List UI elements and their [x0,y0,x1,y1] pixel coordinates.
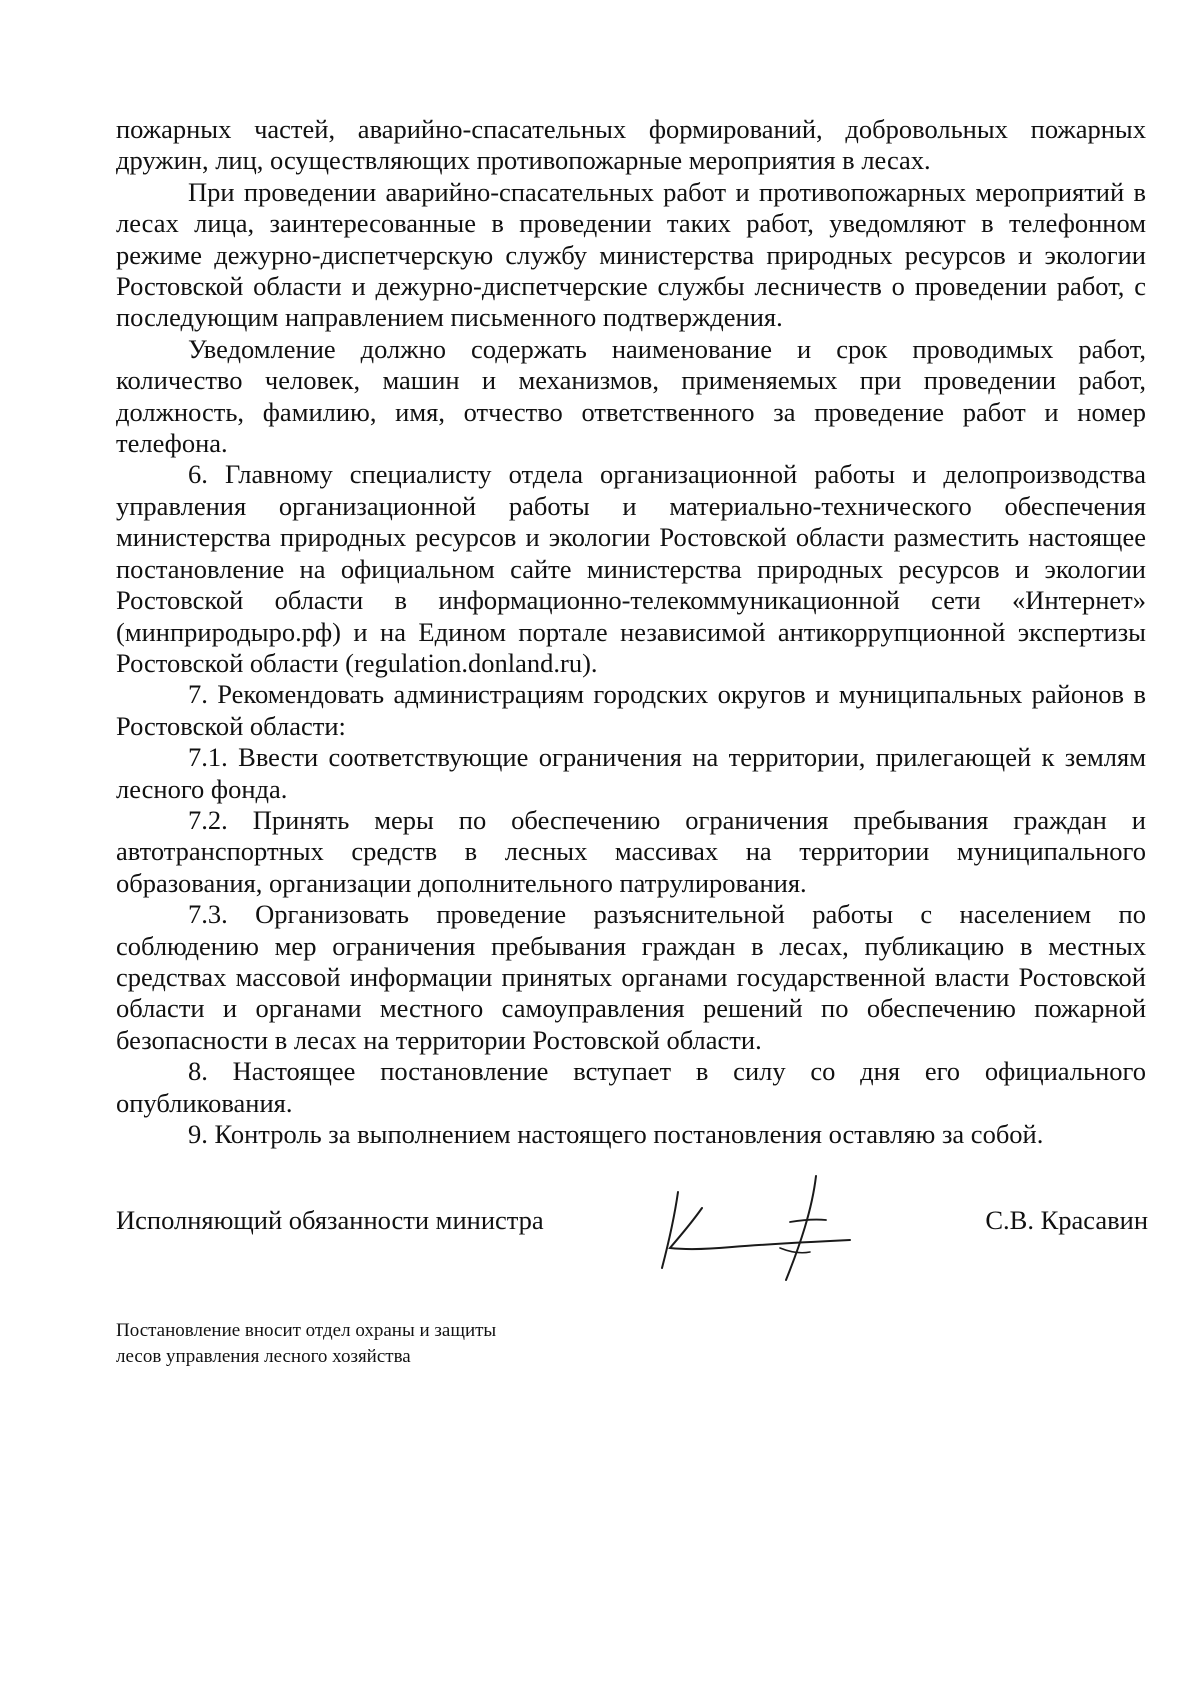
submitted-by-line-1: Постановление вносит отдел охраны и защиты [116,1320,497,1341]
document-body [116,114,1146,1150]
paragraph-notification-content: Уведомление должно содержать наименование и срок проводимых работ, количество человек, машин и механизмов, применяемых при проведении работ, должность, фамилию, имя, отчество ответственного за проведение работ и номер телефона. [116,333,1146,459]
signatory-position: Исполняющий обязанности министра [116,1205,544,1235]
paragraph-continuation: пожарных частей, аварийно-спасательных формирований, добровольных пожарных дружин, лиц, осуществляющих противопожарные мероприятия в лесах. [116,114,1146,176]
paragraph-item-8: 8. Настоящее постановление вступает в силу со дня его официального опубликования. [116,1056,1146,1118]
paragraph-item-6: 6. Главному специалисту отдела организационной работы и делопроизводства управления организационной работы и материально-технического обеспечения министерства природных ресурсов и экологии Ростовской области разместить настоящее постановление на официальном сайте министерства природных ресурсов и экологии Ростовской области в информационно-телекоммуникационной сети «Интернет» (минприродыро.рф) и на Едином портале независимой антикоррупционной экспертизы Ростовской области (regulation.donland.ru). [116,459,1146,678]
submitted-by-note [116,1318,716,1370]
signatory-name: С.В. Красавин [985,1205,1148,1235]
paragraph-item-9: 9. Контроль за выполнением настоящего постановления оставляю за собой. [188,1119,1044,1149]
submitted-by-line-2: лесов управления лесного хозяйства [116,1346,411,1367]
paragraph-notification-procedure: При проведении аварийно-спасательных работ и противопожарных мероприятий в лесах лица, заинтересованные в проведении таких работ, уведомляют в телефонном режиме дежурно-диспетчерскую службу министерства природных ресурсов и экологии Ростовской области и дежурно-диспетчерские службы лесничеств о проведении работ, с последующим направлением письменного подтверждения. [116,176,1146,333]
paragraph-item-7: 7. Рекомендовать администрациям городских округов и муниципальных районов в Ростовской области: [116,679,1146,741]
paragraph-item-7-1: 7.1. Ввести соответствующие ограничения на территории, прилегающей к землям лесного фонда. [116,742,1146,804]
handwritten-signature [640,1170,900,1290]
signature-drawing [640,1170,900,1290]
paragraph-item-7-2: 7.2. Принять меры по обеспечению ограничения пребывания граждан и автотранспортных средств в лесных массивах на территории муниципального образования, организации дополнительного патрулирования. [116,804,1146,898]
paragraph-item-7-3: 7.3. Организовать проведение разъяснительной работы с населением по соблюдению мер ограничения пребывания граждан в лесах, публикацию в местных средствах массовой информации принятых органами государственной власти Ростовской области и органами местного самоуправления решений по обеспечению пожарной безопасности в лесах на территории Ростовской области. [116,899,1146,1055]
signature-block [116,1205,1146,1245]
